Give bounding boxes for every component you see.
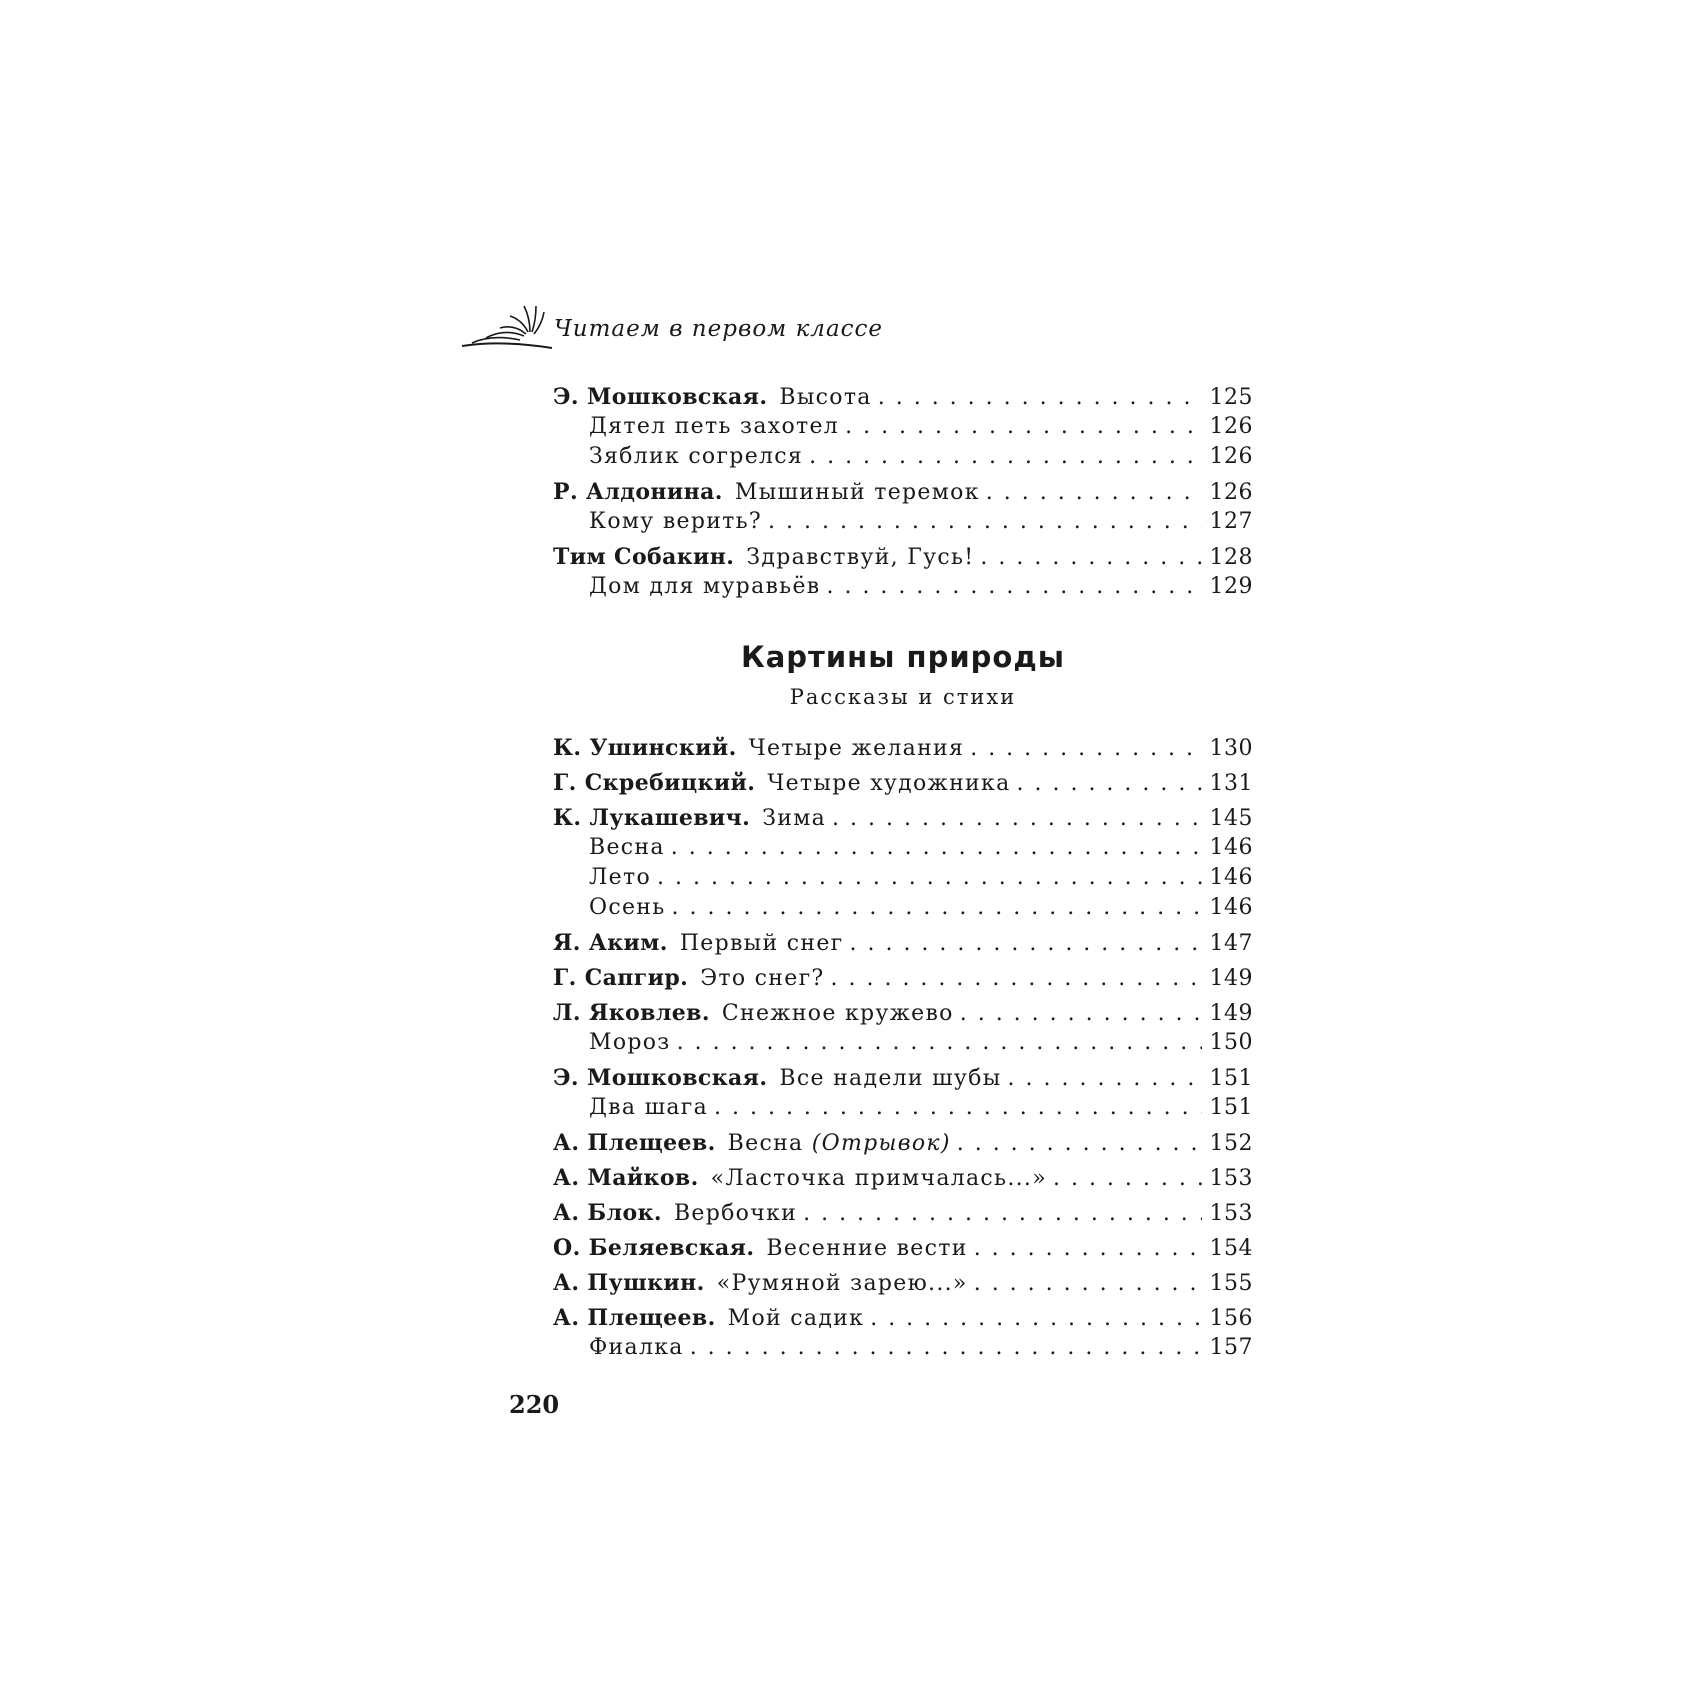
toc-author: Тим Собакин. [553, 544, 735, 570]
toc-title-text: Здравствуй, Гусь! [746, 545, 975, 570]
toc-title [589, 1333, 684, 1363]
toc-entry [553, 1233, 1253, 1263]
dot-leader [957, 1129, 1202, 1159]
toc-title [589, 572, 820, 602]
dot-leader [714, 1093, 1202, 1123]
toc-page-number: 157 [1209, 1335, 1253, 1360]
toc-author: Э. Мошковская. [553, 384, 768, 410]
toc-page-number: 152 [1209, 1131, 1253, 1156]
toc-title-text: Лето [589, 865, 651, 890]
toc-row [553, 1233, 1253, 1263]
section-heading: Картины природы [741, 640, 1065, 674]
toc-page-number: 156 [1209, 1306, 1253, 1331]
toc-author: А. Майков. [553, 1165, 699, 1191]
dot-leader [878, 383, 1202, 413]
toc-page-number: 129 [1209, 574, 1253, 599]
toc-row [553, 1163, 1253, 1193]
toc-title-text: «Ласточка примчалась...» [710, 1166, 1047, 1191]
toc-author: К. Ушинский. [553, 735, 737, 761]
dot-leader [768, 507, 1201, 537]
toc-title [589, 507, 762, 537]
toc-title-text: Осень [589, 895, 666, 920]
toc-title [735, 478, 980, 508]
toc-row [553, 963, 1253, 993]
toc-page-number: 127 [1209, 509, 1253, 534]
toc-page-number: 131 [1209, 771, 1253, 796]
toc-title-text: Четыре художника [767, 771, 1011, 796]
toc-row [553, 733, 1253, 763]
toc-row [553, 1128, 1253, 1158]
toc-author: Я. Аким. [553, 930, 668, 956]
toc-author: А. Плещеев. [553, 1130, 716, 1156]
toc-title-text: Кому верить? [589, 509, 763, 534]
toc-title-text: Высота [779, 385, 872, 410]
toc-page-number: 145 [1209, 806, 1253, 831]
toc-page-number: 155 [1209, 1271, 1253, 1296]
toc-title [728, 1304, 865, 1334]
toc-author: А. Пушкин. [553, 1270, 705, 1296]
toc-entry [553, 1198, 1253, 1228]
toc-page-number: 154 [1209, 1236, 1253, 1261]
toc-author: Р. Алдонина. [553, 479, 723, 505]
dot-leader [831, 964, 1202, 994]
toc-entry [553, 998, 1253, 1058]
toc-author: Г. Скребицкий. [553, 770, 756, 796]
toc-entry [553, 477, 1253, 537]
toc-title-text: Это снег? [700, 966, 825, 991]
toc-page-number: 149 [1209, 1001, 1253, 1026]
toc-entry [553, 542, 1253, 602]
toc-list-top [553, 382, 1253, 602]
toc-row [553, 477, 1253, 507]
dot-leader [970, 734, 1201, 764]
toc-title [589, 863, 651, 893]
dot-leader [671, 833, 1202, 863]
toc-title-text: Зима [762, 806, 827, 831]
toc-title-text: Дятел петь захотел [589, 414, 840, 439]
toc-title-text: Мышиный теремок [734, 480, 980, 505]
toc-title-text: Дом для муравьёв [589, 574, 821, 599]
toc-entry [553, 1063, 1253, 1123]
toc-list-bottom [553, 733, 1253, 1363]
toc-author: О. Беляевская. [553, 1235, 755, 1261]
page-number: 220 [509, 1390, 560, 1419]
toc-page-number: 147 [1209, 931, 1253, 956]
toc-row [553, 928, 1253, 958]
toc-page-number: 149 [1209, 966, 1253, 991]
toc-row [553, 998, 1253, 1028]
toc-page-number: 130 [1209, 736, 1253, 761]
toc-page-number: 146 [1209, 895, 1253, 920]
toc-title-text: Первый снег [679, 931, 844, 956]
toc-title-text: Вербочки [673, 1201, 798, 1226]
toc-title [711, 1164, 1047, 1194]
toc-title [728, 1129, 951, 1159]
toc-title [700, 964, 824, 994]
toc-title-text: Зяблик согрелся [589, 444, 804, 469]
toc-row [553, 1268, 1253, 1298]
toc-title-text: Мой садик [727, 1306, 865, 1331]
dot-leader [832, 804, 1201, 834]
toc-row [553, 442, 1253, 472]
toc-title-text: Фиалка [589, 1335, 684, 1360]
toc-title-text: Весна [589, 835, 665, 860]
toc-row [553, 1333, 1253, 1363]
dot-leader [803, 1199, 1201, 1229]
toc-row [553, 412, 1253, 442]
toc-author: Л. Яковлев. [553, 1000, 710, 1026]
toc-title [589, 442, 803, 472]
toc-title-text: Все надели шубы [779, 1066, 1002, 1091]
toc-title-text: Два шага [589, 1095, 708, 1120]
toc-page-number: 146 [1209, 835, 1253, 860]
toc-title-note: (Отрывок) [811, 1131, 951, 1156]
dot-leader [849, 929, 1201, 959]
toc-page-number: 151 [1209, 1066, 1253, 1091]
toc-page-number: 146 [1209, 865, 1253, 890]
dot-leader [672, 893, 1202, 923]
toc-row [553, 833, 1253, 863]
dot-leader [980, 543, 1201, 573]
toc-page-number: 150 [1209, 1030, 1253, 1055]
toc-author: Г. Сапгир. [553, 965, 689, 991]
toc-row [553, 1198, 1253, 1228]
toc-page-number: 125 [1209, 385, 1253, 410]
dot-leader [974, 1269, 1202, 1299]
toc-author: К. Лукашевич. [553, 805, 751, 831]
dot-leader [986, 478, 1202, 508]
toc-author: А. Плещеев. [553, 1305, 716, 1331]
toc-title [589, 833, 665, 863]
dot-leader [974, 1234, 1202, 1264]
toc-title-text: Мороз [589, 1030, 671, 1055]
toc-title [767, 769, 1010, 799]
toc-row [553, 1063, 1253, 1093]
toc-entry [553, 733, 1253, 763]
toc-entry [553, 1303, 1253, 1363]
toc-title-text: «Румяной зарею...» [716, 1271, 968, 1296]
toc-page-number: 126 [1209, 414, 1253, 439]
toc-entry [553, 768, 1253, 798]
running-header-title: Читаем в первом классе [554, 316, 884, 342]
running-header [462, 298, 882, 358]
toc-row [553, 1303, 1253, 1333]
toc-title [589, 412, 839, 442]
toc-row [553, 803, 1253, 833]
toc-title-text: Снежное кружево [721, 1001, 954, 1026]
toc-title [589, 1028, 671, 1058]
toc-title [749, 734, 965, 764]
dot-leader [690, 1333, 1202, 1363]
dot-leader [1008, 1064, 1202, 1094]
toc-page-number: 126 [1209, 480, 1253, 505]
dot-leader [960, 999, 1202, 1029]
toc-row [553, 542, 1253, 572]
dot-leader [826, 572, 1201, 602]
toc-row [553, 863, 1253, 893]
toc-title-text: Весенние вести [766, 1236, 968, 1261]
toc-row [553, 1028, 1253, 1058]
toc-title [589, 893, 666, 923]
toc-author: А. Блок. [553, 1200, 662, 1226]
toc-title [746, 543, 974, 573]
toc-row [553, 572, 1253, 602]
dot-leader [809, 442, 1201, 472]
toc-entry [553, 382, 1253, 472]
toc-title [779, 383, 871, 413]
toc-title [779, 1064, 1001, 1094]
toc-entry [553, 928, 1253, 958]
toc-author: Э. Мошковская. [553, 1065, 768, 1091]
toc-title-text: Весна [727, 1131, 804, 1156]
toc-title [717, 1269, 968, 1299]
toc-row [553, 1093, 1253, 1123]
toc-title [680, 929, 844, 959]
toc-row [553, 507, 1253, 537]
toc-page-number: 126 [1209, 444, 1253, 469]
toc-title [674, 1199, 797, 1229]
toc-page-number: 153 [1209, 1201, 1253, 1226]
toc-title-text: Четыре желания [748, 736, 965, 761]
dot-leader [870, 1304, 1201, 1334]
section-subheading: Рассказы и стихи [789, 685, 1017, 709]
toc-page-number: 153 [1209, 1166, 1253, 1191]
toc-title [766, 1234, 967, 1264]
dot-leader [845, 412, 1201, 442]
toc-entry [553, 1128, 1253, 1158]
toc-entry [553, 963, 1253, 993]
toc-page-number: 128 [1209, 545, 1253, 570]
toc-row [553, 768, 1253, 798]
toc-title [722, 999, 954, 1029]
toc-page-number: 151 [1209, 1095, 1253, 1120]
toc-row [553, 893, 1253, 923]
toc-entry [553, 1163, 1253, 1193]
dot-leader [657, 863, 1202, 893]
dot-leader [677, 1028, 1202, 1058]
dot-leader [1017, 769, 1202, 799]
toc-title [589, 1093, 708, 1123]
toc-entry [553, 1268, 1253, 1298]
toc-row [553, 382, 1253, 412]
toc-entry [553, 803, 1253, 923]
toc-title [762, 804, 826, 834]
dot-leader [1053, 1164, 1202, 1194]
